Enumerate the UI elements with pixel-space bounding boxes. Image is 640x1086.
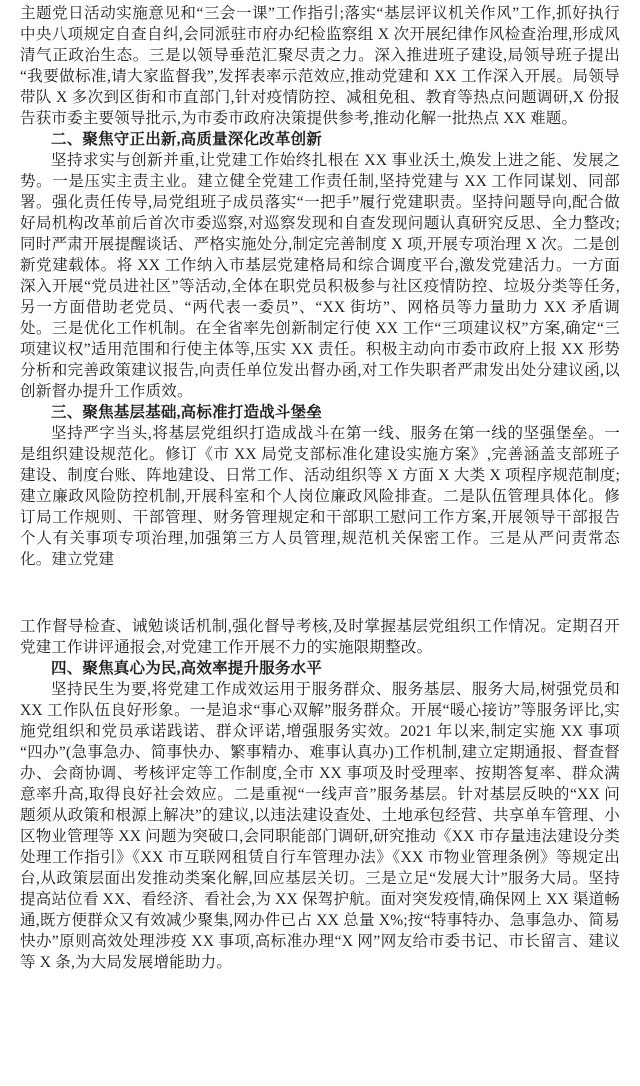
page-break-gap bbox=[0, 570, 640, 616]
section-heading-3: 三、聚焦基层基础,高标准打造战斗堡垒 bbox=[51, 404, 322, 421]
section-3-paragraph-part1: 坚持严字当头,将基层党组织打造成战斗在第一线、服务在第一线的坚强堡垒。一是组织建设规范化。修订《市 XX 局党支部标准化建设实施方案》,完善涵盖支部班子建设、制度台账、阵地建设、日常工作、活动组织等 X 方面 X 大类 X 项程序规范制度;建立廉政风险防控机制,开展科室和个人岗位廉政风险排查。二是队伍管理具体化。修订局工作规则、干部管理、财务管理规定和干部职工慰问工作方案,开展领导干部报告个人有关事项专项治理,加强第三方人员管理,规范机关保密工作。三是从严问责常态化。建立党建 bbox=[20, 425, 620, 568]
section-2-paragraph: 坚持求实与创新并重,让党建工作始终扎根在 XX 事业沃土,焕发上进之能、发展之势。一是压实主责主业。建立健全党建工作责任制,坚持党建与 XX 工作同谋划、同部署。强化责任传导,局党组班子成员落实“一把手”履行党建职责。坚持问题导向,配合做好局机构改革前后首次市委巡察,对巡察发现和自查发现问题认真研究反思、全力整改;同时严肃开展提醒谈话、严格实施处分,制定完善制度 X 项,开展专项治理 X 次。二是创新党建载体。将 XX 工作纳入市基层党建格局和综合调度平台,激发党建活力。一方面深入开展“党员进社区”等活动,全体在职党员积极参与社区疫情防控、垃圾分类等任务,另一方面借助老党员、“两代表一委员”、“XX 街坊”、网格员等力量助力 XX 矛盾调处。三是优化工作机制。在全省率先创新制定行使 XX 工作“三项建议权”方案,确定“三项建议权”适用范围和行使主体等,压实 XX 责任。积极主动向市委市政府上报 XX 形势分析和完善政策建议报告,向责任单位发出督办函,对工作失职者严肃发出处分建议函,以创新督办提升工作质效。 bbox=[20, 152, 620, 400]
section-heading-2: 二、聚焦守正出新,高质量深化改革创新 bbox=[51, 131, 322, 148]
paragraph-1-continuation: 主题党日活动实施意见和“三会一课”工作指引;落实“基层评议机关作风”工作,抓好执行中央八项规定自查自纠,会同派驻市府办纪检监察组 X 次开展纪律作风检查治理,形成风清气正政治生态。三是以领导垂范汇聚尽责之力。深入推进班子建设,局领导班子提出“我要做标准,请大家监督我”,发挥表率示范效应,推动党建和 XX 工作深入开展。局领导带队 X 多次到区街和市直部门,针对疫情防控、减租免租、教育等热点问题调研,X 份报告获市委主要领导批示,为市委市政府决策提供参考,推动化解一批热点 XX 难题。 bbox=[20, 5, 620, 127]
document-page-2 bbox=[0, 616, 640, 973]
section-heading-4: 四、聚焦真心为民,高效率提升服务水平 bbox=[51, 660, 322, 677]
section-3-paragraph-part2: 工作督导检查、诫勉谈话机制,强化督导考核,及时掌握基层党组织工作情况。定期召开党建工作讲评通报会,对党建工作开展不力的实施限期整改。 bbox=[20, 618, 620, 656]
section-4-paragraph: 坚持民生为要,将党建工作成效运用于服务群众、服务基层、服务大局,树强党员和 XX 工作队伍良好形象。一是追求“事心双解”服务群众。开展“暖心接访”等服务评比,实施党组织和党员承诺践诺、群众评诺,增强服务实效。2021 年以来,制定实施 XX 事项“四办”(急事急办、简事快办、繁事精办、难事认真办)工作机制,建立定期通报、督查督办、会商协调、考核评定等工作制度,全市 XX 事项及时受理率、按期答复率、群众满意率升高,取得良好社会效应。二是重视“一线声音”服务基层。针对基层反映的“XX 问题须从政策和根源上解决”的建议,以违法建设查处、土地承包经营、共享单车管理、小区物业管理等 XX 问题为突破口,会同职能部门调研,研究推动《XX 市存量违法建设分类处理工作指引》《XX 市互联网租赁自行车管理办法》《XX 市物业管理条例》等规定出台,从政策层面出发推动类案化解,回应基层关切。三是立足“发展大计”服务大局。坚持提高站位看 XX、看经济、看社会,为 XX 保驾护航。面对突发疫情,确保网上 XX 渠道畅通,既方便群众又有效减少聚集,网办件已占 XX 总量 X%;按“特事特办、急事急办、简易快办”原则高效处理涉疫 XX 事项,高标准办理“X 网”网友给市委书记、市长留言、建议等 X 条,为大局发展增能助力。 bbox=[20, 681, 620, 971]
